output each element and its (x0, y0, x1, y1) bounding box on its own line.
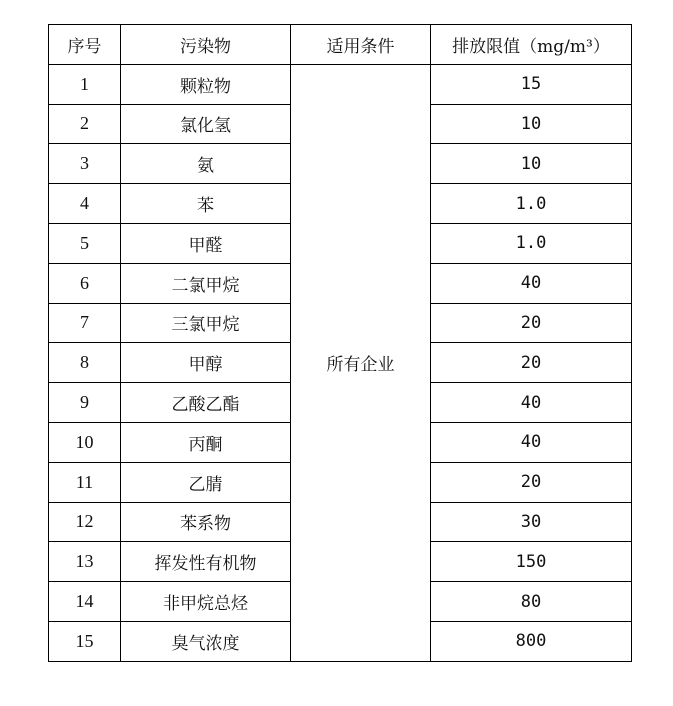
row-pollutant: 挥发性有机物 (121, 542, 291, 582)
row-pollutant: 二氯甲烷 (121, 263, 291, 303)
row-limit: 20 (431, 343, 632, 383)
row-pollutant: 臭气浓度 (121, 621, 291, 661)
header-pollutant: 污染物 (121, 25, 291, 65)
row-index: 14 (49, 582, 121, 622)
row-pollutant: 苯系物 (121, 502, 291, 542)
row-pollutant: 甲醇 (121, 343, 291, 383)
row-limit: 20 (431, 303, 632, 343)
row-index: 6 (49, 263, 121, 303)
row-limit: 40 (431, 263, 632, 303)
row-limit: 40 (431, 422, 632, 462)
row-pollutant: 非甲烷总烃 (121, 582, 291, 622)
row-pollutant: 乙酸乙酯 (121, 383, 291, 423)
row-limit: 10 (431, 104, 632, 144)
row-limit: 20 (431, 462, 632, 502)
row-index: 11 (49, 462, 121, 502)
applicable-condition-cell: 所有企业 (291, 64, 431, 661)
row-limit: 10 (431, 144, 632, 184)
row-limit: 1.0 (431, 184, 632, 224)
row-index: 12 (49, 502, 121, 542)
row-pollutant: 乙腈 (121, 462, 291, 502)
row-limit: 40 (431, 383, 632, 423)
row-limit: 800 (431, 621, 632, 661)
table-header (49, 25, 632, 65)
row-pollutant: 颗粒物 (121, 64, 291, 104)
row-limit: 80 (431, 582, 632, 622)
row-index: 4 (49, 184, 121, 224)
row-index: 9 (49, 383, 121, 423)
row-limit: 30 (431, 502, 632, 542)
row-index: 13 (49, 542, 121, 582)
row-index: 5 (49, 223, 121, 263)
row-pollutant: 氨 (121, 144, 291, 184)
header-limit: 排放限值（mg/m³） (431, 25, 632, 65)
row-pollutant: 氯化氢 (121, 104, 291, 144)
row-pollutant: 苯 (121, 184, 291, 224)
row-limit: 150 (431, 542, 632, 582)
row-index: 1 (49, 64, 121, 104)
emission-limits-table (48, 24, 632, 662)
row-index: 2 (49, 104, 121, 144)
row-pollutant: 甲醛 (121, 223, 291, 263)
row-index: 8 (49, 343, 121, 383)
row-index: 7 (49, 303, 121, 343)
table-body (49, 64, 632, 661)
row-limit: 15 (431, 64, 632, 104)
header-index: 序号 (49, 25, 121, 65)
row-pollutant: 丙酮 (121, 422, 291, 462)
row-index: 10 (49, 422, 121, 462)
row-index: 3 (49, 144, 121, 184)
table-row (49, 64, 632, 104)
row-limit: 1.0 (431, 223, 632, 263)
header-condition: 适用条件 (291, 25, 431, 65)
row-pollutant: 三氯甲烷 (121, 303, 291, 343)
header-row (49, 25, 632, 65)
row-index: 15 (49, 621, 121, 661)
